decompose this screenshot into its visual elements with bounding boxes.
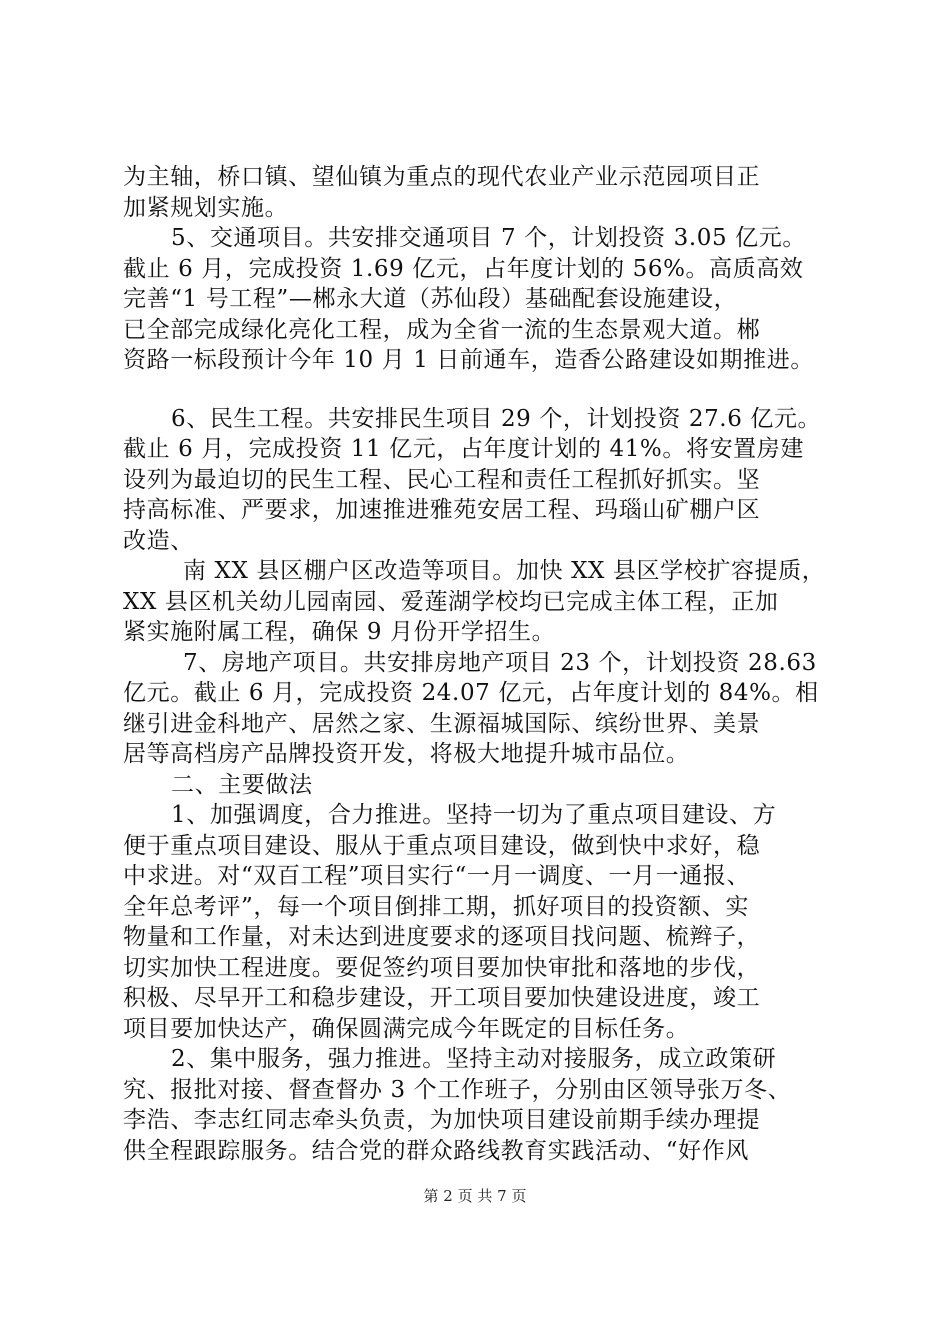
text-line: 完善“1 号工程”—郴永大道（苏仙段）基础配套设施建设， bbox=[123, 286, 738, 312]
text-line: 物量和工作量，对未达到进度要求的逐项目找问题、梳辫子， bbox=[123, 924, 761, 950]
text-line: 5、交通项目。共安排交通项目 7 个，计划投资 3.05 亿元。 bbox=[171, 225, 806, 251]
text-line: 6、民生工程。共安排民生项目 29 个，计划投资 27.6 亿元。 bbox=[171, 405, 822, 432]
text-line: 截止 6 月，完成投资 11 亿元，占年度计划的 41%。将安置房建 bbox=[123, 436, 804, 462]
text-line: 居等高档房产品牌投资开发，将极大地提升城市品位。 bbox=[123, 741, 690, 767]
text-line: 资路一标段预计今年 10 月 1 日前通车，造香公路建设如期推进。 bbox=[123, 347, 814, 373]
text-line: 便于重点项目建设、服从于重点项目建设，做到快中求好，稳 bbox=[123, 832, 761, 859]
text-line: 继引进金科地产、居然之家、生源福城国际、缤纷世界、美景 bbox=[123, 710, 761, 737]
text-line: 2、集中服务，强力推进。坚持主动对接服务，成立政策研 bbox=[171, 1046, 777, 1072]
text-line: 7、房地产项目。共安排房地产项目 23 个，计划投资 28.63 bbox=[183, 649, 817, 676]
text-line: 全年总考评”，每一个项目倒排工期，抓好项目的投资额、实 bbox=[123, 893, 749, 920]
text-line: 中求进。对“双百工程”项目实行“一月一调度、一月一通报、 bbox=[123, 863, 751, 889]
text-line: 加紧规划实施。 bbox=[123, 194, 289, 221]
text-line: 项目要加快达产，确保圆满完成今年既定的目标任务。 bbox=[123, 1015, 690, 1042]
text-line: 积极、尽早开工和稳步建设，开工项目要加快建设进度，竣工 bbox=[123, 985, 761, 1011]
page-footer: 第 2 页 共 7 页 bbox=[423, 1186, 527, 1205]
text-line: 亿元。截止 6 月，完成投资 24.07 亿元，占年度计划的 84%。相 bbox=[123, 680, 819, 706]
text-line: 1、加强调度，合力推进。坚持一切为了重点项目建设、方 bbox=[171, 802, 777, 828]
text-line: 设列为最迫切的民生工程、民心工程和责任工程抓好抓实。坚 bbox=[123, 466, 761, 493]
text-line: 李浩、李志红同志牵头负责，为加快项目建设前期手续办理提 bbox=[123, 1107, 761, 1133]
text-line: 持高标准、严要求，加速推进雅苑安居工程、玛瑙山矿棚户区 bbox=[123, 497, 761, 523]
text-line: 为主轴，桥口镇、望仙镇为重点的现代农业产业示范园项目正 bbox=[123, 164, 761, 190]
text-line: 改造、 bbox=[123, 527, 194, 554]
text-line: 南 XX 县区棚户区改造等项目。加快 XX 县区学校扩容提质， bbox=[183, 558, 826, 584]
text-line: 截止 6 月，完成投资 1.69 亿元，占年度计划的 56%。高质高效 bbox=[123, 255, 804, 282]
section-heading: 二、主要做法 bbox=[171, 771, 313, 798]
text-line: 供全程跟踪服务。结合党的群众路线教育实践活动、“好作风 bbox=[123, 1137, 749, 1164]
text-line: 切实加快工程进度。要促签约项目要加快审批和落地的步伐， bbox=[123, 954, 761, 981]
text-line: 已全部完成绿化亮化工程，成为全省一流的生态景观大道。郴 bbox=[123, 316, 761, 343]
text-line: 紧实施附属工程，确保 9 月份开学招生。 bbox=[123, 619, 556, 645]
text-line: 究、报批对接、督查督办 3 个工作班子，分别由区领导张万冬、 bbox=[123, 1076, 792, 1103]
text-line: XX 县区机关幼儿园南园、爱莲湖学校均已完成主体工程，正加 bbox=[123, 588, 779, 615]
